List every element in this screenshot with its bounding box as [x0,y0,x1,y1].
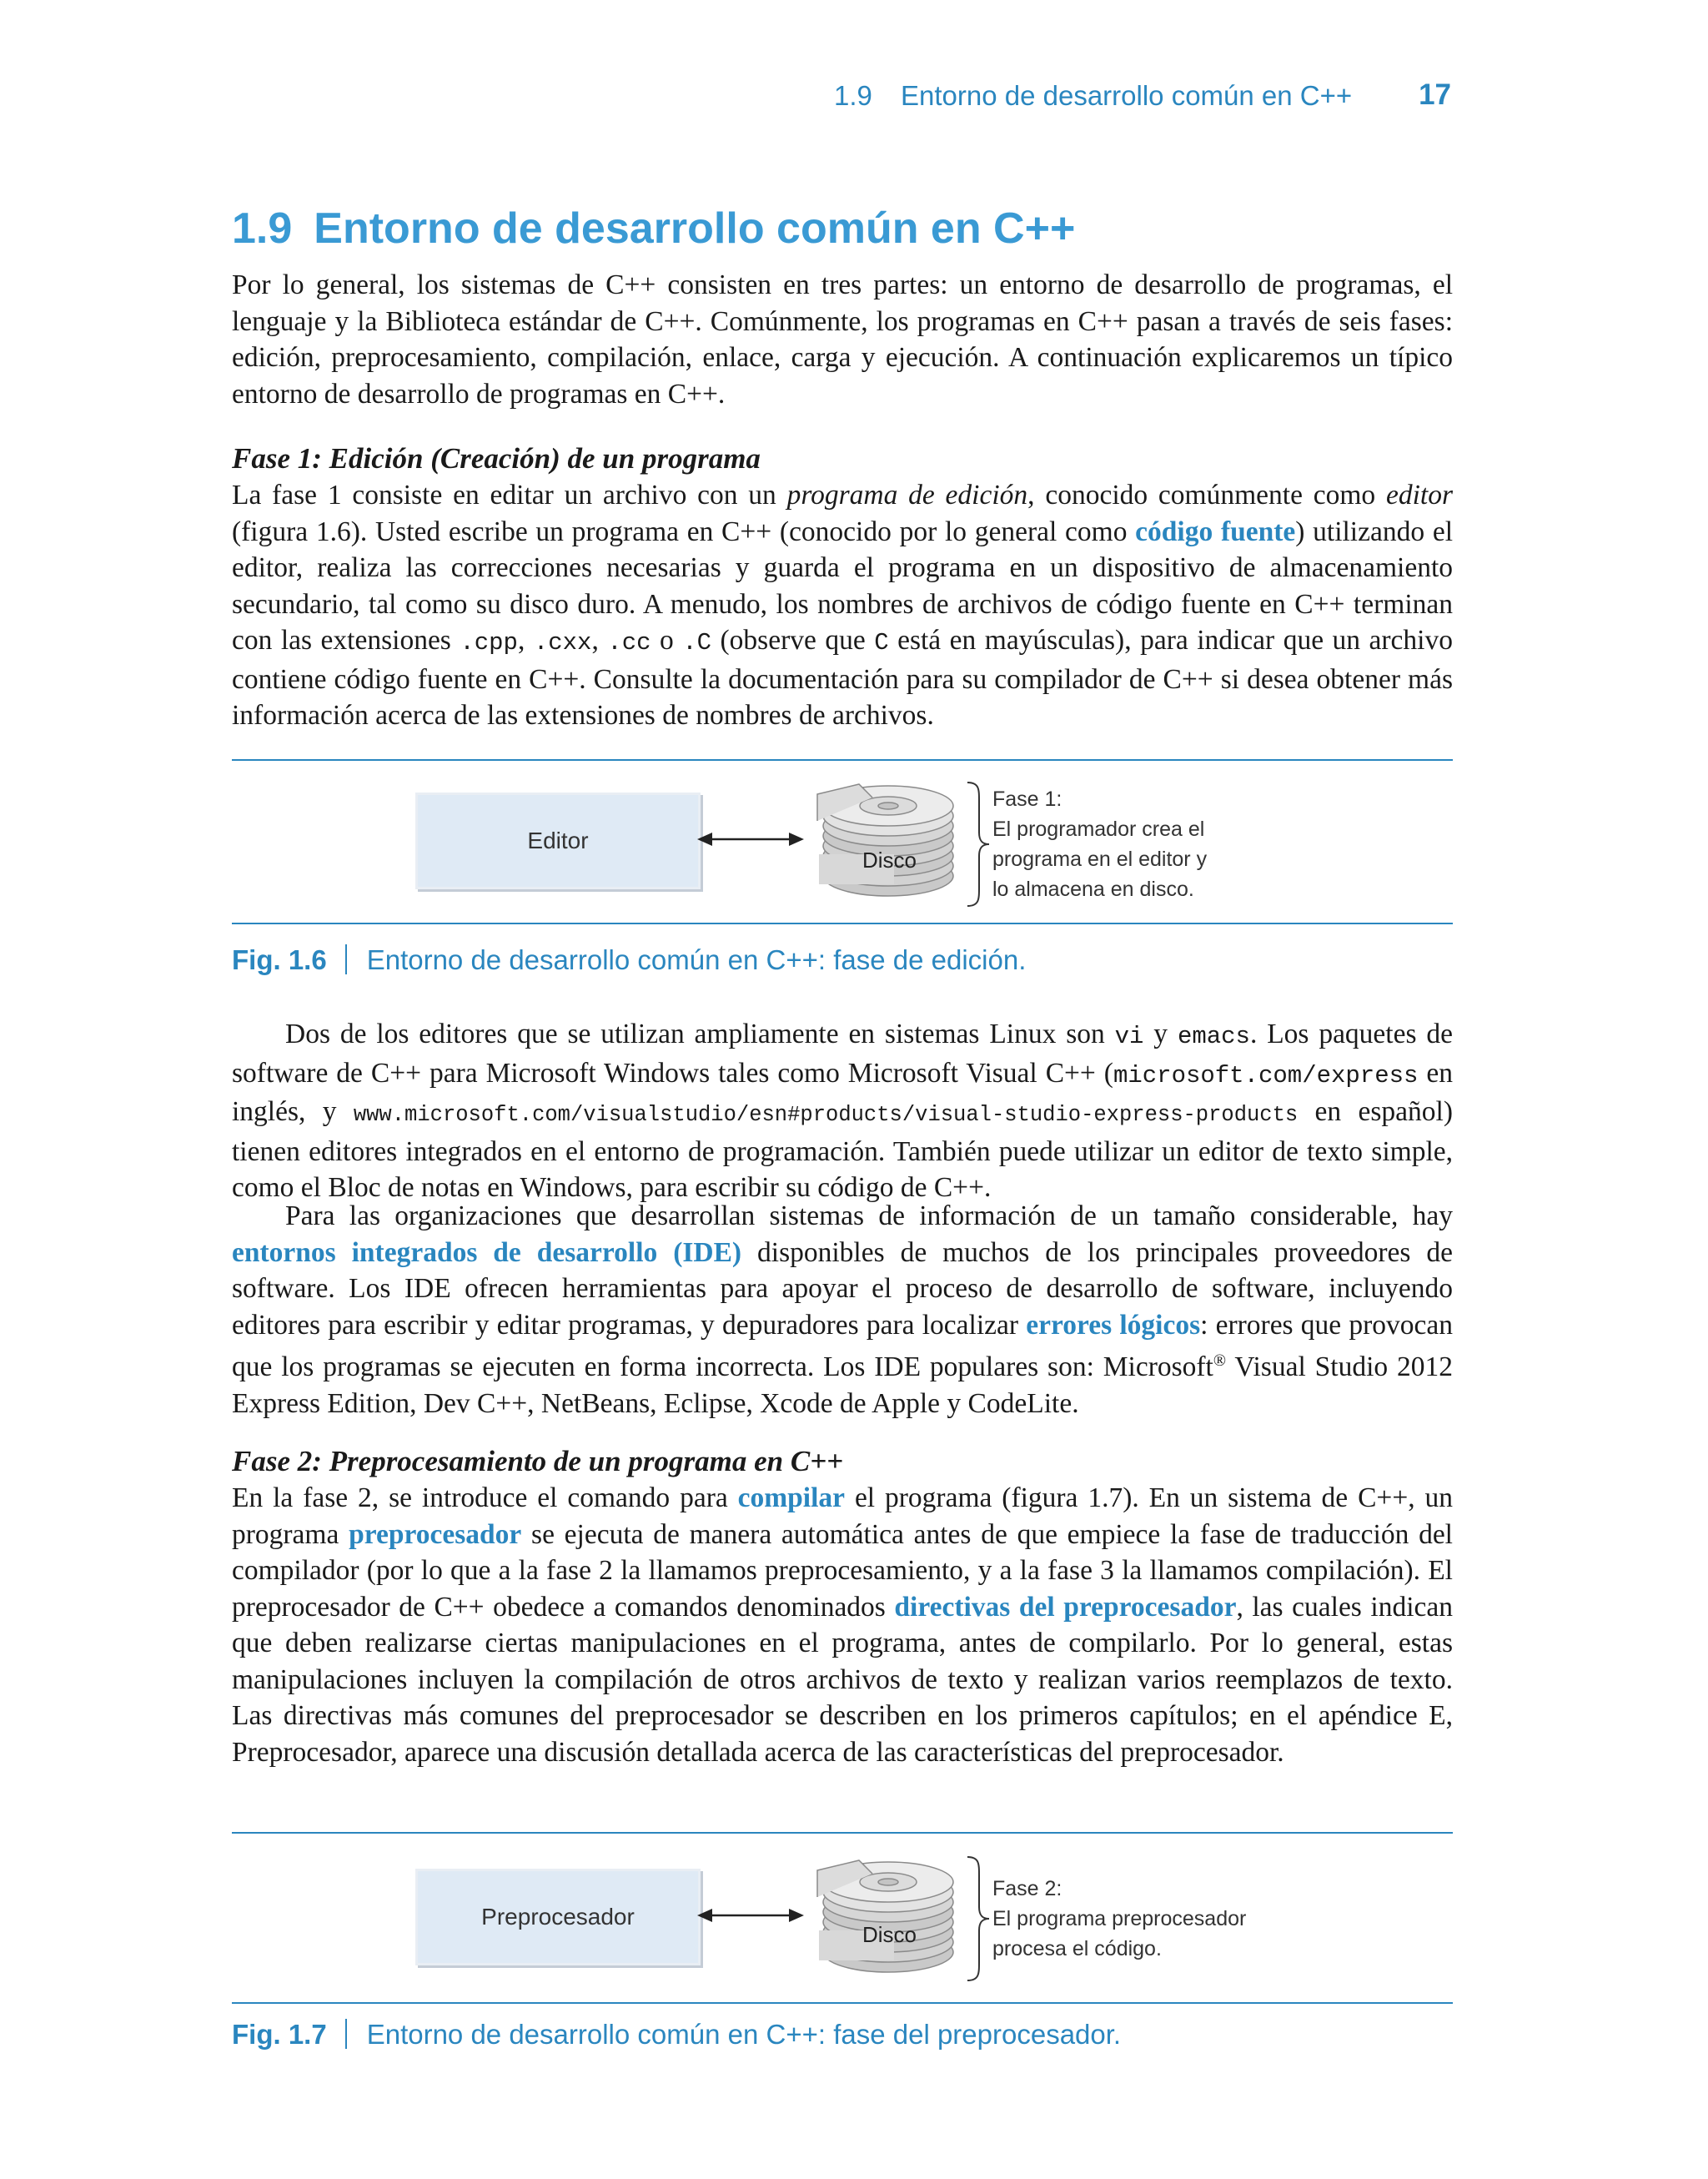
section-heading-title: Entorno de desarrollo común en C++ [314,204,1076,253]
ide-text: : errores que provocan que los programas se ejecuten en forma incorrecta. Los IDE populares son: Microsoft [232,1309,1453,1383]
phase1-text: , conocido comúnmente como [1027,480,1386,511]
phase2-paragraph [232,1480,1453,1770]
running-header [834,80,1451,117]
phase2-text: , las cuales indican que deben realizarse ciertas manipulaciones en el programa, antes de compilarlo. Por lo general, estas manipulaciones incluyen la compilación de otros archivos de texto y realizan varios reemplazos de texto. Las directivas más comunes del preprocesador se describen en los primeros capítulos; en el apéndice E, Preprocesador, aparece una discusión detallada acerca de las características del preprocesador. [232,1591,1453,1768]
editors-paragraph [232,1016,1453,1206]
phase2-text: se ejecuta de manera automática antes de que empiece la fase de traducción del compilador (por lo que a la fase 2 la llamamos preprocesamiento, y a la fase 3 la llamamos compilación). El preprocesador de C++ obedece a comandos denominados [232,1518,1453,1623]
phase2-text: En la fase 2, se introduce el comando para [232,1482,738,1513]
phase-line: Fase 2: [992,1877,1062,1900]
editors-text: . Los paquetes de software de C++ para Microsoft Windows tales como Microsoft Visual C++ ( [232,1019,1454,1089]
phase1-text: (figura 1.6). Usted escribe un programa en C++ (conocido por lo general como [232,516,1136,547]
double-arrow-icon [697,829,804,849]
right-brace-icon [964,781,992,908]
code-name: vi [1114,1023,1144,1050]
key-term: compilar [737,1482,846,1513]
ide-paragraph [232,1198,1453,1422]
figure-caption [232,944,1026,976]
editors-text: en español) tienen editores integrados en el entorno de programación. También puede utilizar un editor de texto simple, como el Bloc de notas en Windows, para escribir su código de C++. [232,1096,1453,1203]
phase2-description [992,1874,1246,1964]
separator: , [591,625,608,656]
running-header-section-number: 1.9 [834,80,872,111]
url-text: www.microsoft.com/visualstudio/esn#products/visual-studio-express-products [353,1103,1299,1127]
double-arrow-icon [697,1905,804,1925]
intro-paragraph: Por lo general, los sistemas de C++ consisten en tres partes: un entorno de desarrollo de programas, el lenguaje y la Biblioteca estándar de C++. Comúnmente, los programas en C++ pasan a través de seis fases: edición, preprocesamiento, compilación, enlace, carga y ejecución. A continuación explicaremos un típico entorno de desarrollo de programas en C++. [232,269,1453,410]
code-extension: .cpp [460,629,518,657]
code-name: emacs [1177,1023,1250,1050]
phase-line: El programa preprocesador [992,1907,1247,1930]
phase1-text: La fase 1 consiste en editar un archivo con un [232,480,787,511]
code-letter: C [874,629,889,657]
disk-label: Disco [862,848,917,873]
key-term: directivas del preprocesador [894,1591,1237,1623]
editor-box: Editor [415,793,701,889]
section-heading [232,204,1466,254]
phase1-text: ) utilizando el editor, realiza las correcciones necesarias y guarda el programa en un dispositivo de almacenamiento secundario, tal como su disco duro. A menudo, los nombres de archivos de código fuente en C++ terminan con las extensiones [232,516,1454,656]
figure-top-rule [232,1832,1453,1834]
preprocessor-box: Preprocesador [415,1869,701,1965]
phase1-italic-term: editor [1385,480,1454,511]
phase-line: procesa el código. [992,1937,1162,1960]
figure-bottom-rule [232,923,1453,924]
phase1-text: está en mayúsculas), para indicar que un archivo contiene código fuente en C++. Consulte la documentación para su compilador de C++ si desea obtener más información acerca de las extensiones de nombres de archivos. [232,625,1453,731]
phase-line: lo almacena en disco. [992,878,1194,901]
key-term: código fuente [1135,516,1296,547]
phase-line: El programador crea el [992,818,1205,841]
code-extension: .C [682,629,712,657]
key-term: entornos integrados de desarrollo (IDE) [232,1236,742,1268]
disk-label: Disco [862,1922,917,1947]
section-heading-number: 1.9 [232,204,293,253]
figure-number: Fig. 1.6 [232,944,327,975]
phase-line: programa en el editor y [992,848,1208,871]
phase-line: Fase 1: [992,788,1062,811]
ide-text: Visual Studio 2012 Express Edition, Dev C++, NetBeans, Eclipse, Xcode de Apple y CodeLite. [232,1351,1454,1419]
url-text: microsoft.com/express [1113,1061,1419,1090]
registered-mark: ® [1213,1351,1227,1370]
figure-caption [232,2019,1121,2051]
figure-bottom-rule [232,2002,1453,2004]
editors-text: en inglés, y [232,1057,1454,1127]
figure-top-rule [232,759,1453,761]
ide-text: Para las organizaciones que desarrollan sistemas de información de un tamaño considerable, hay [285,1200,1453,1231]
phase1-paragraph [232,477,1453,734]
phase1-heading: Fase 1: Edición (Creación) de un programa [232,442,761,475]
caption-divider [345,2019,347,2049]
code-extension: .cxx [533,629,592,657]
caption-divider [345,944,347,974]
key-term: errores lógicos [1026,1309,1201,1341]
figure-caption-text: Entorno de desarrollo común en C++: fase de edición. [366,944,1027,975]
running-header-title: Entorno de desarrollo común en C++ [901,80,1353,111]
phase1-italic-term: programa de edición [786,480,1028,511]
ide-text: disponibles de muchos de los principales proveedores de software. Los IDE ofrecen herramientas para apoyar el proceso de desarrollo de software, incluyendo editores para escribir y editar programas, y depuradores para localizar [232,1236,1453,1341]
key-term: preprocesador [349,1518,522,1550]
phase2-text: el programa (figura 1.7). En un sistema de C++, un programa [232,1482,1453,1550]
disk-icon [801,777,959,903]
right-brace-icon [964,1855,992,1982]
editors-text: Dos de los editores que se utilizan ampliamente en sistemas Linux son [285,1019,1115,1049]
separator: , [517,625,534,656]
page-number: 17 [1419,78,1451,111]
figure-number: Fig. 1.7 [232,2019,327,2050]
phase2-heading: Fase 2: Preprocesamiento de un programa en C++ [232,1445,844,1477]
figure-caption-text: Entorno de desarrollo común en C++: fase del preprocesador. [366,2019,1122,2050]
phase1-text: (observe que [711,625,875,656]
editors-text: y [1143,1019,1178,1049]
separator: o [651,625,683,656]
code-extension: .cc [607,629,651,657]
phase1-description [992,784,1207,904]
disk-icon [801,1854,959,1979]
